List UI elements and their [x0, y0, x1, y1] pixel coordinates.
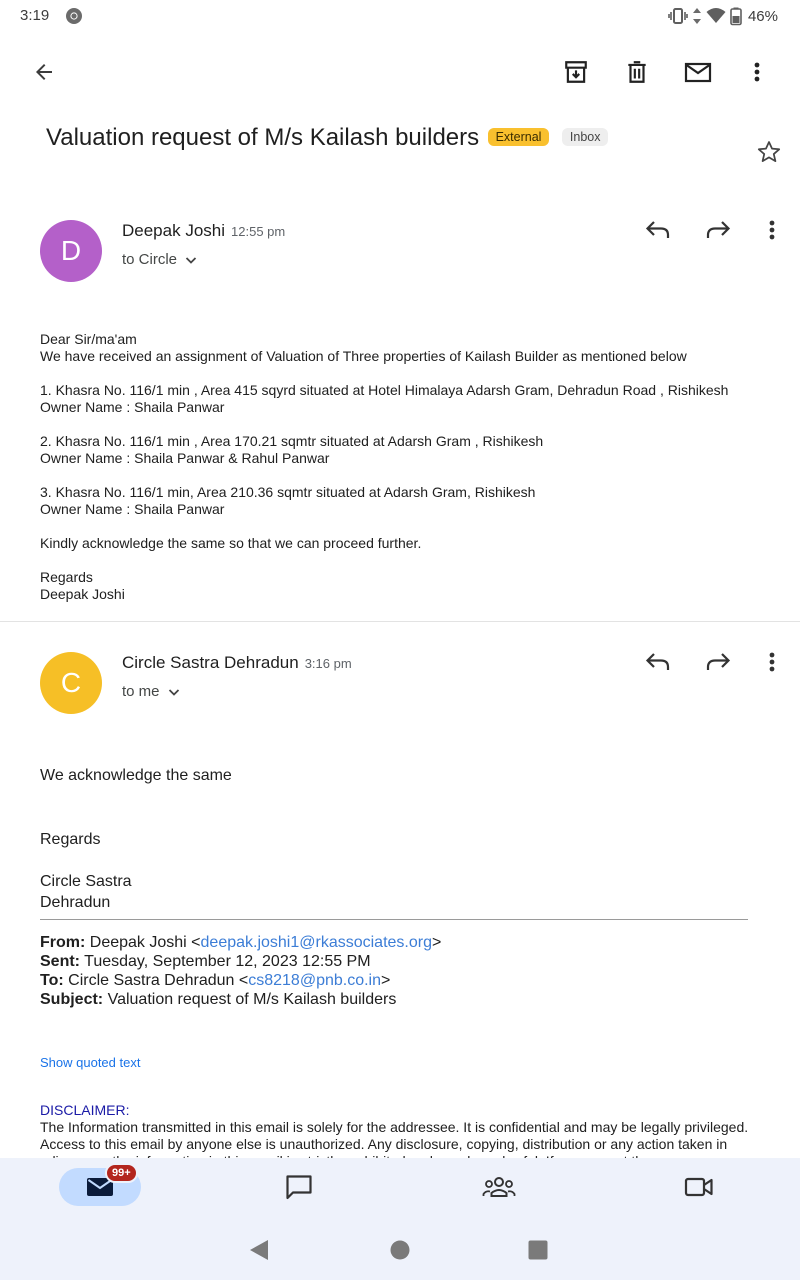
signature-block: Regards Deepak Joshi	[40, 569, 125, 602]
disclaimer-title: DISCLAIMER:	[40, 1102, 130, 1118]
archive-icon	[563, 59, 589, 85]
avatar[interactable]	[40, 220, 102, 282]
chevron-down-icon	[183, 252, 199, 268]
chat-icon	[285, 1174, 313, 1200]
quote-separator	[40, 919, 748, 920]
message-more-button[interactable]	[752, 210, 792, 250]
mark-unread-icon	[684, 60, 712, 84]
nav-chat[interactable]	[258, 1168, 340, 1206]
star-icon	[756, 139, 782, 165]
vibrate-icon	[668, 7, 688, 25]
reply-icon	[645, 219, 671, 241]
reply-icon	[645, 651, 671, 673]
regards-text: Regards	[40, 831, 101, 848]
avatar-letter: D	[60, 235, 82, 266]
message-header[interactable]	[0, 642, 800, 722]
recipient-text: to me	[122, 683, 160, 700]
sender-name: Deepak Joshi	[122, 221, 226, 240]
back-button[interactable]	[24, 52, 64, 92]
battery-icon	[730, 7, 742, 25]
body-paragraph: Dear Sir/ma'am We have received an assignment of Valuation of Three properties of Kailash Builder as mentioned below	[40, 331, 687, 364]
recipient-toggle[interactable]	[122, 251, 199, 268]
message-divider	[0, 621, 800, 622]
unread-badge: 99+	[105, 1163, 138, 1183]
message-header[interactable]	[0, 210, 800, 290]
message-more-button[interactable]	[752, 642, 792, 682]
system-home-button[interactable]	[388, 1238, 412, 1262]
avatar[interactable]	[40, 652, 102, 714]
delete-button[interactable]	[617, 52, 657, 92]
email-link[interactable]: deepak.joshi1@rkassociates.org	[200, 934, 432, 951]
body-paragraph: Kindly acknowledge the same so that we can proceed further.	[40, 535, 422, 551]
label-external: External	[488, 128, 550, 146]
status-time: 3:19	[20, 7, 50, 24]
message-actions	[638, 642, 788, 682]
quoted-from: From: Deepak Joshi <deepak.joshi1@rkassociates.org>	[40, 934, 442, 951]
forward-button[interactable]	[698, 210, 738, 250]
thread-subject: Valuation request of M/s Kailash builders	[46, 124, 480, 151]
system-back-button[interactable]	[247, 1238, 271, 1262]
quoted-sent: Sent: Tuesday, September 12, 2023 12:55 PM	[40, 953, 371, 970]
more-options-button[interactable]	[737, 52, 777, 92]
quoted-to: To: Circle Sastra Dehradun <cs8218@pnb.co.in>	[40, 972, 391, 989]
quoted-subject: Subject: Valuation request of M/s Kailash builders	[40, 991, 397, 1008]
home-circle-icon	[389, 1239, 411, 1261]
delete-icon	[624, 59, 650, 85]
back-arrow-icon	[32, 60, 56, 84]
mark-unread-button[interactable]	[678, 52, 718, 92]
sender-line	[122, 653, 352, 673]
disclaimer-text: The Information transmitted in this email is solely for the addressee. It is confidential and may be legally privileged. Access to this email by anyone else is unauthorized. Any disclosure, copying, distribution or any action taken in	[40, 1119, 749, 1152]
avatar-letter: C	[60, 667, 82, 698]
forward-button[interactable]	[698, 642, 738, 682]
more-vert-icon	[753, 60, 761, 84]
sender-name: Circle Sastra Dehradun	[122, 653, 299, 672]
back-triangle-icon	[248, 1239, 270, 1261]
forward-icon	[705, 219, 731, 241]
status-bar	[0, 0, 800, 32]
label-inbox[interactable]: Inbox	[562, 128, 609, 146]
reply-button[interactable]	[638, 210, 678, 250]
meet-icon	[684, 1176, 714, 1198]
top-toolbar	[0, 40, 800, 104]
body-paragraph: We acknowledge the same	[40, 767, 232, 784]
sender-line	[122, 221, 285, 241]
data-arrows-icon	[692, 7, 702, 25]
battery-percent: 46%	[747, 7, 778, 25]
recipient-toggle[interactable]	[122, 683, 182, 700]
bottom-navigation	[0, 1158, 800, 1216]
nav-spaces[interactable]	[458, 1168, 540, 1206]
signature-block: Circle Sastra Dehradun	[40, 873, 132, 911]
property-item: 1. Khasra No. 116/1 min , Area 415 sqyrd situated at Hotel Himalaya Adarsh Gram, Dehradun Road , Rishikesh Owner Name : Shaila Panwar	[40, 382, 729, 415]
nav-meet[interactable]	[658, 1168, 740, 1206]
message-time: 3:16 pm	[304, 656, 352, 671]
chrome-icon	[64, 6, 84, 26]
message-time: 12:55 pm	[231, 224, 286, 239]
forward-icon	[705, 651, 731, 673]
email-link[interactable]: cs8218@pnb.co.in	[248, 972, 382, 989]
status-icons	[668, 4, 778, 28]
more-vert-icon	[768, 650, 776, 674]
message-actions	[638, 210, 788, 250]
spaces-icon	[482, 1175, 516, 1199]
wifi-icon	[706, 7, 726, 25]
show-quoted-text-link[interactable]: Show quoted text	[40, 1055, 141, 1070]
reply-button[interactable]	[638, 642, 678, 682]
subject-row	[46, 124, 766, 152]
nav-mail[interactable]	[59, 1168, 141, 1206]
system-recents-button[interactable]	[526, 1238, 550, 1262]
message-body	[40, 765, 760, 911]
chevron-down-icon	[166, 684, 182, 700]
system-navigation	[0, 1216, 800, 1280]
property-item: 2. Khasra No. 116/1 min , Area 170.21 sqmtr situated at Adarsh Gram , Rishikesh Owner Name : Shaila Panwar & Rahul Panwar	[40, 433, 544, 466]
message-body	[40, 331, 780, 620]
quoted-header	[40, 933, 760, 1009]
star-button[interactable]	[752, 135, 786, 169]
recents-square-icon	[527, 1239, 549, 1261]
more-vert-icon	[768, 218, 776, 242]
recipient-text: to Circle	[122, 251, 178, 268]
property-item: 3. Khasra No. 116/1 min, Area 210.36 sqmtr situated at Adarsh Gram, Rishikesh Owner Name : Shaila Panwar	[40, 484, 536, 517]
archive-button[interactable]	[556, 52, 596, 92]
